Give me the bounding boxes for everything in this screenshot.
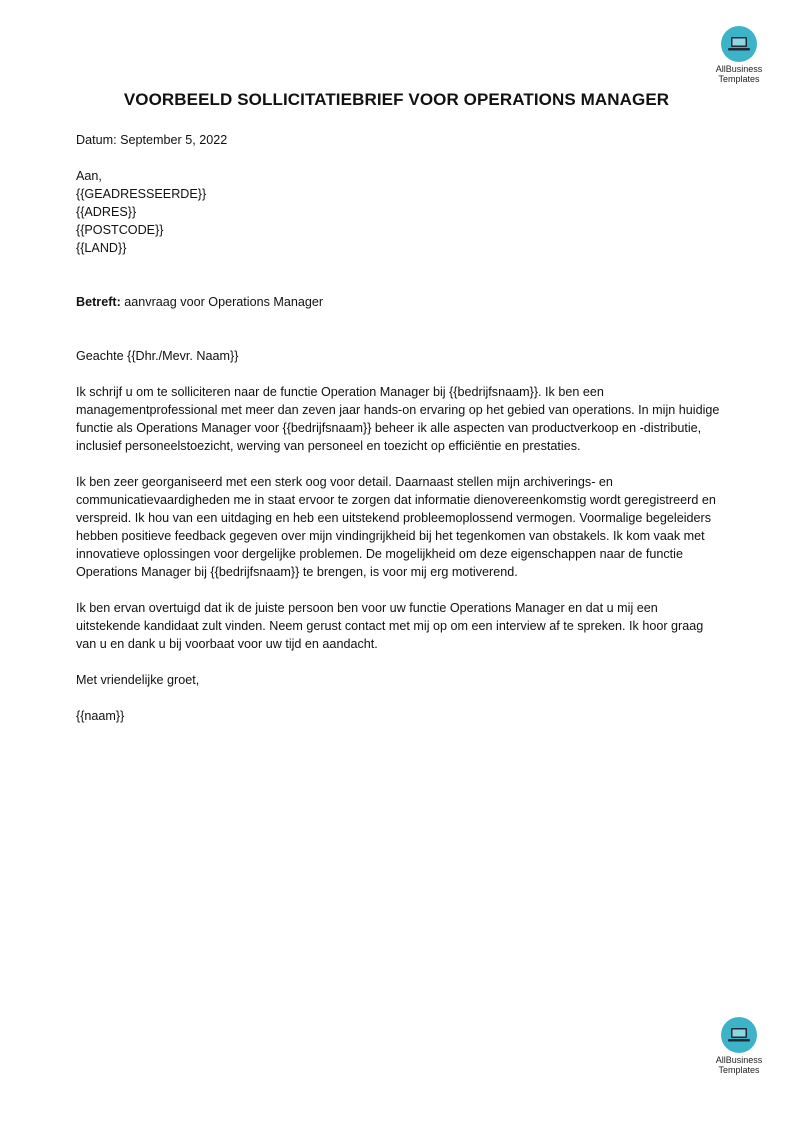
subject-line [76,293,721,311]
brand-logo-top [704,26,774,84]
address-to: Aan, [76,169,102,183]
salutation: Geachte {{Dhr./Mevr. Naam}} [76,349,239,363]
paragraph-1: Ik schrijf u om te solliciteren naar de functie Operation Manager bij {{bedrijfsnaam}}. Ik ben een managementprofessional met meer dan zeven jaar hands-on ervaring op het gebied van operations. In mijn huidige functie als Operations Manager voor {{bedrijfsnaam}} beheer ik alle aspecten van productverkoop en -distributie, inclusief personeelstoezicht, werving van personeel en toezicht op efficiëntie en prestaties. [76,385,720,453]
logo-line-2: Templates [718,1065,760,1075]
letter-body [76,131,721,725]
address-country: {{LAND}} [76,241,127,255]
closing: Met vriendelijke groet, [76,673,200,687]
logo-line-1: AllBusiness [715,64,763,74]
address-postcode: {{POSTCODE}} [76,223,164,237]
brand-logo-bottom [704,1017,774,1075]
laptop-icon [721,26,757,62]
paragraph-2: Ik ben zeer georganiseerd met een sterk oog voor detail. Daarnaast stellen mijn archiverings- en communicatievaardigheden me in staat ervoor te zorgen dat informatie dienovereenkomstig wordt geregistreerd en verspreid. Ik hou van een uitdaging en heb een uitstekend probleemoplossend vermogen. Voormalige begeleiders hebben positieve feedback gegeven over mijn vindingrijkheid bij het tegenkomen van obstakels. Ik kom vaak met innovatieve oplossingen voor dergelijke problemen. De mogelijkheid om deze eigenschappen naar de functie Operations Manager bij {{bedrijfsnaam}} te brengen, is voor mij erg motiverend. [76,475,716,579]
address-street: {{ADRES}} [76,205,137,219]
letter-date: Datum: September 5, 2022 [76,133,228,147]
subject-text: aanvraag voor Operations Manager [120,295,324,309]
subject-label: Betreft: [76,295,121,309]
logo-line-2: Templates [718,74,760,84]
address-recipient: {{GEADRESSEERDE}} [76,187,207,201]
logo-line-1: AllBusiness [715,1055,763,1065]
paragraph-3: Ik ben ervan overtuigd dat ik de juiste persoon ben voor uw functie Operations Manager en dat u mij een uitstekende kandidaat zult vinden. Neem gerust contact met mij op om een interview af te spreken. Ik hoor graag van u en dank u bij voorbaat voor uw tijd en aandacht. [76,601,704,651]
document-title: VOORBEELD SOLLICITATIEBRIEF VOOR OPERATIONS MANAGER [123,90,670,109]
laptop-icon [721,1017,757,1053]
address-block [76,167,721,257]
signature: {{naam}} [76,709,125,723]
